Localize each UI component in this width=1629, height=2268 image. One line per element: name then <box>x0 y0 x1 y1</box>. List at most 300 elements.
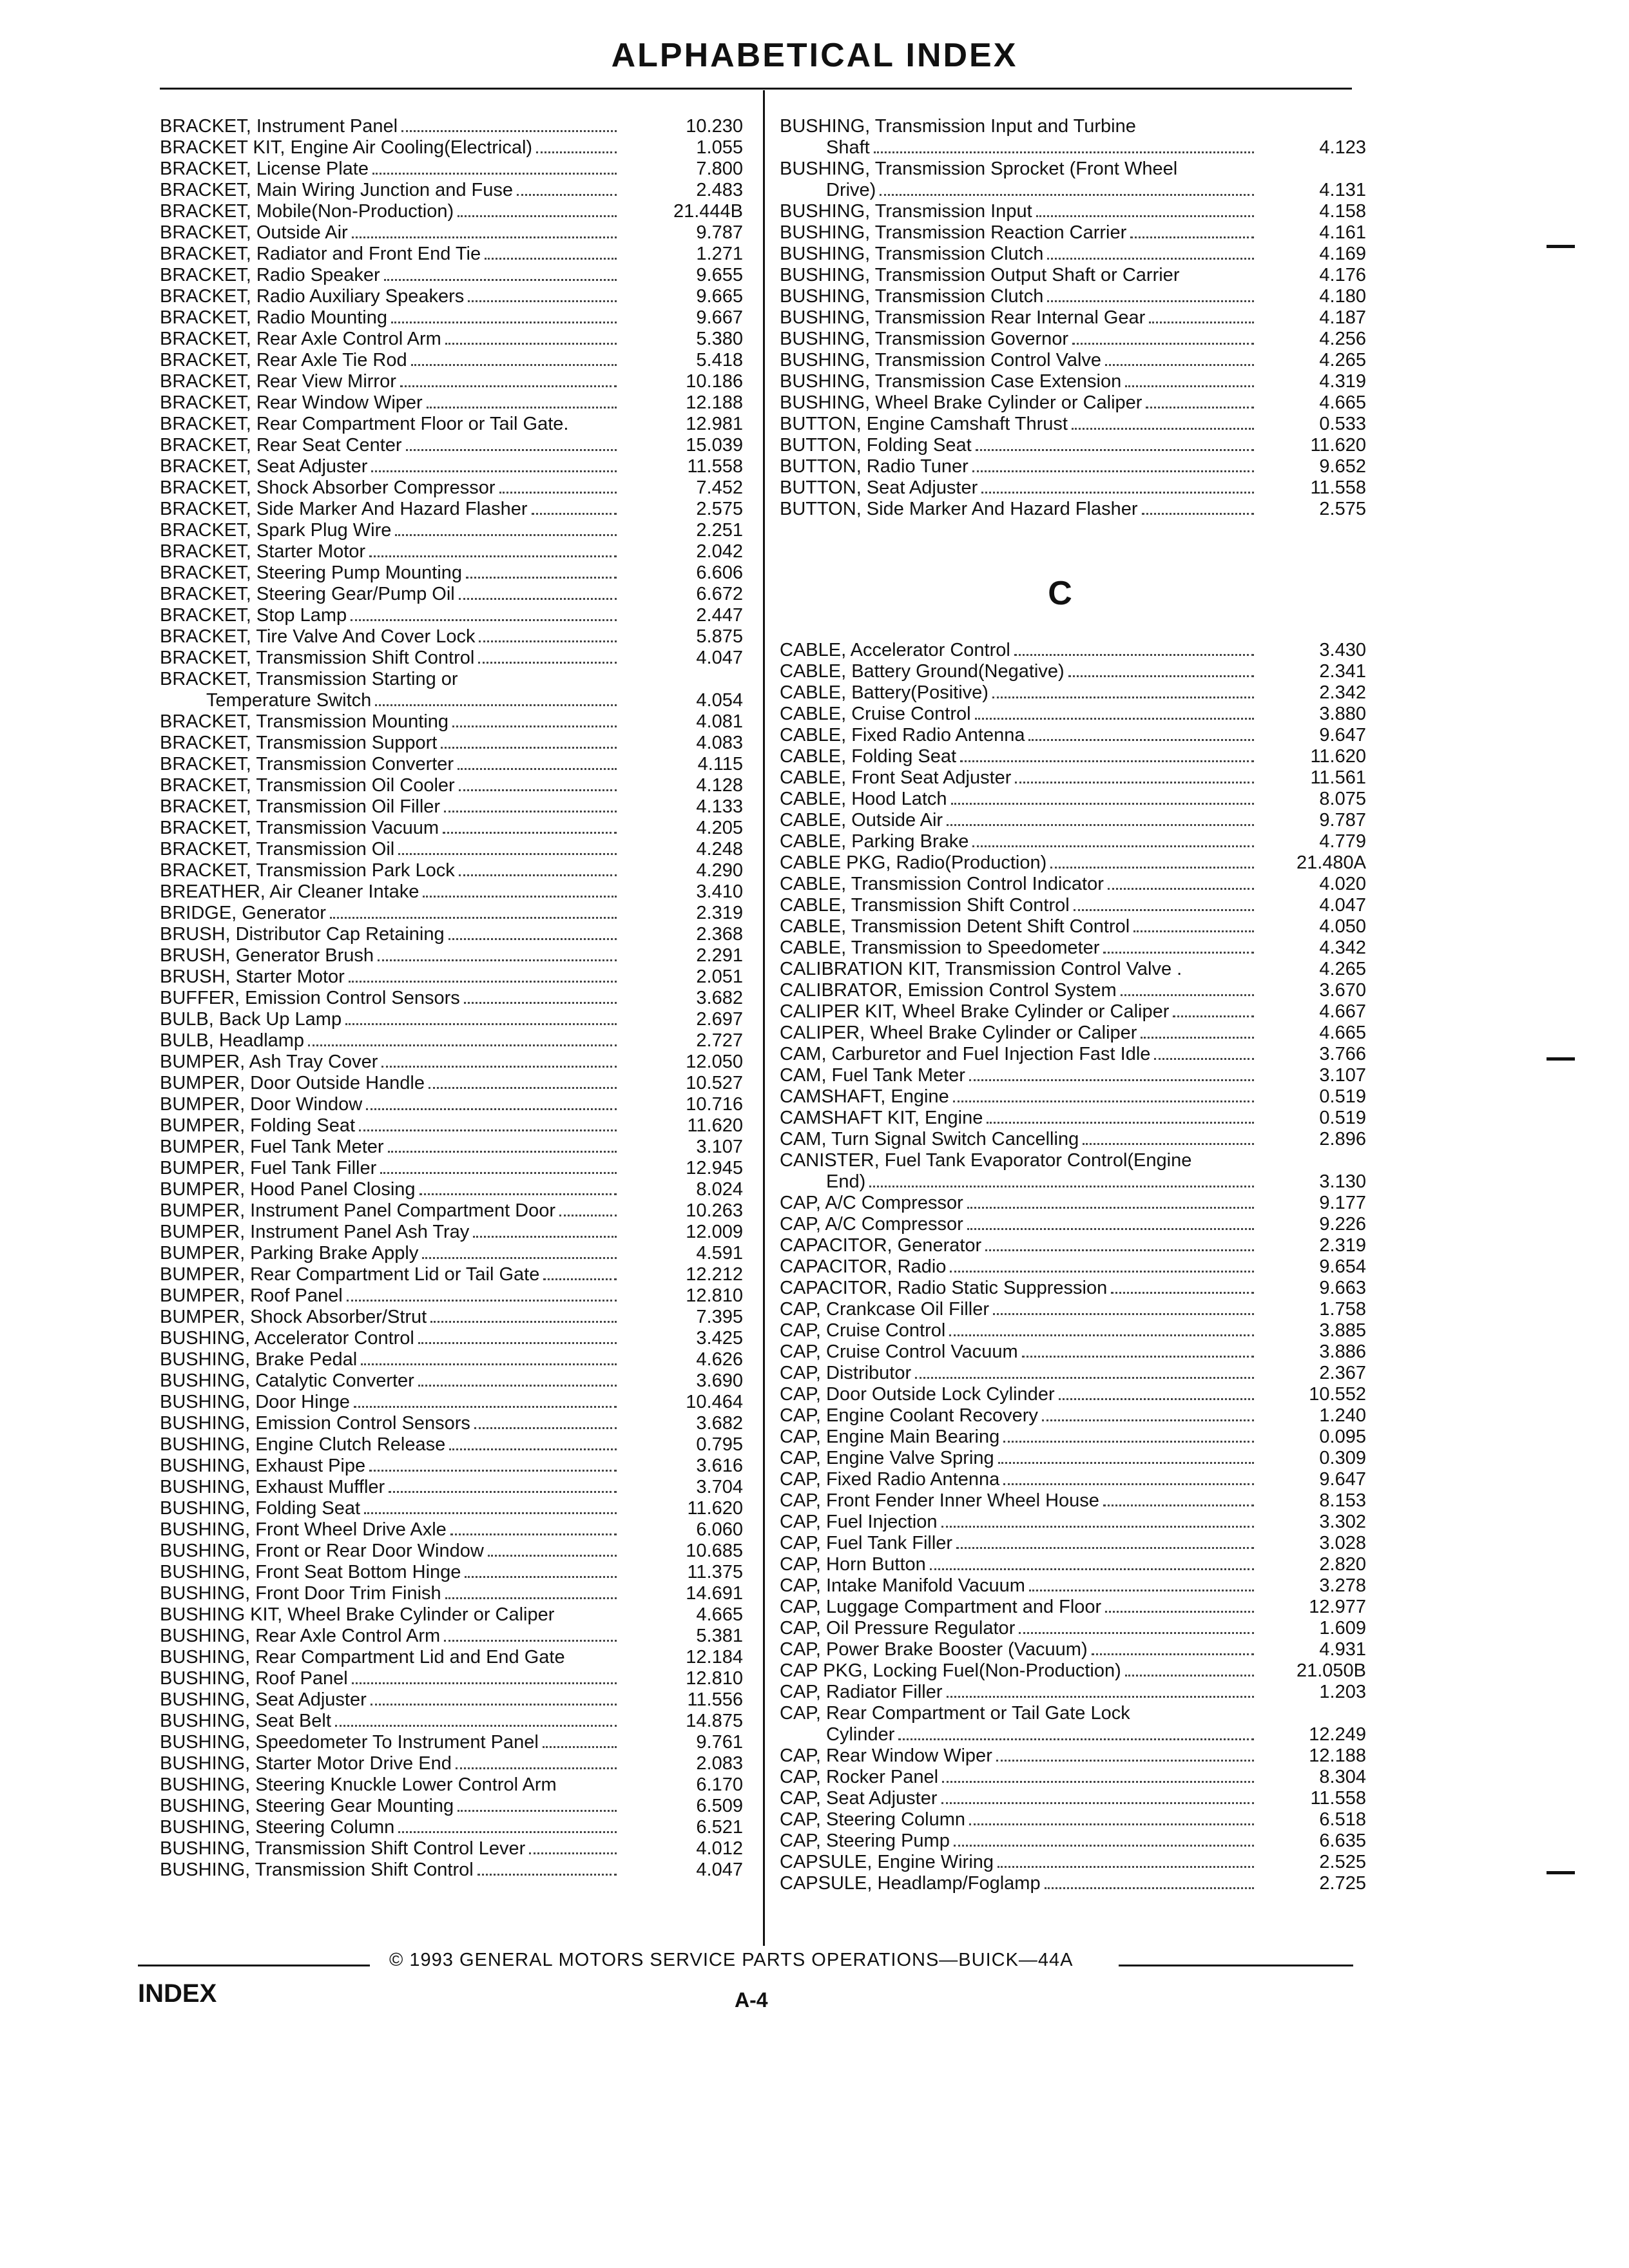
dot-leader <box>532 513 617 515</box>
entry-text: CAP, Door Outside Lock Cylinder <box>780 1384 1055 1405</box>
entry-page-number: 2.575 <box>696 499 743 519</box>
entry-page-number: 3.430 <box>1319 640 1366 660</box>
entry-page-number: 11.558 <box>1310 1788 1366 1809</box>
dot-leader <box>869 1186 1254 1187</box>
dot-leader <box>529 1852 617 1854</box>
index-entry <box>780 1405 1366 1427</box>
index-entry <box>780 1235 1366 1256</box>
index-entry <box>160 1774 743 1796</box>
index-entry <box>160 499 743 520</box>
dot-leader <box>976 449 1254 451</box>
dot-leader <box>349 981 617 983</box>
index-entry <box>160 414 743 435</box>
entry-page-number: 11.620 <box>1310 746 1366 767</box>
index-entry <box>160 1349 743 1370</box>
entry-page-number: 11.620 <box>1310 435 1366 456</box>
entry-text: BUSHING, Transmission Clutch <box>780 286 1044 307</box>
index-entry <box>160 1498 743 1519</box>
dot-leader <box>401 130 617 132</box>
index-entry <box>160 541 743 562</box>
dot-leader <box>369 555 617 557</box>
index-entry <box>780 980 1366 1001</box>
entry-page-number: 3.425 <box>696 1328 743 1349</box>
index-entry <box>780 1618 1366 1639</box>
index-entry <box>160 1179 743 1200</box>
entry-text: BRACKET, Transmission Vacuum <box>160 818 439 838</box>
entry-page-number: 8.075 <box>1319 789 1366 809</box>
entry-text: BRACKET, Transmission Oil Filler <box>160 796 441 817</box>
index-entry <box>160 966 743 988</box>
dot-leader <box>969 1079 1254 1081</box>
index-entry <box>780 1086 1366 1108</box>
entry-page-number: 3.885 <box>1319 1320 1366 1341</box>
dot-leader <box>985 1249 1254 1251</box>
dot-leader <box>1133 930 1254 932</box>
dot-leader <box>954 1845 1254 1847</box>
entry-page-number: 9.761 <box>696 1732 743 1753</box>
entry-text: CAM, Fuel Tank Meter <box>780 1065 965 1086</box>
entry-text: BRACKET, Rear Window Wiper <box>160 392 423 413</box>
index-entry <box>780 1724 1366 1745</box>
dot-leader <box>874 151 1254 153</box>
index-entry <box>160 350 743 371</box>
entry-text: CAP, Engine Coolant Recovery <box>780 1405 1038 1426</box>
entry-text: CAP, Fuel Injection <box>780 1512 938 1532</box>
dot-leader <box>969 1823 1254 1825</box>
index-entry <box>780 456 1366 477</box>
entry-text: CAP, Horn Button <box>780 1554 926 1575</box>
entry-page-number: 3.130 <box>1319 1171 1366 1192</box>
entry-page-number: 6.060 <box>696 1519 743 1540</box>
dot-leader <box>335 1725 617 1727</box>
index-entry <box>780 222 1366 244</box>
entry-text: BUSHING, Steering Column <box>160 1817 395 1838</box>
index-entry <box>160 1456 743 1477</box>
entry-text: CAPSULE, Headlamp/Foglamp <box>780 1873 1041 1894</box>
entry-page-number: 12.212 <box>686 1264 743 1285</box>
footer-rule-left <box>138 1965 370 1966</box>
dot-leader <box>422 1257 617 1259</box>
entry-page-number: 4.256 <box>1319 329 1366 349</box>
entry-text: BRACKET, Rear View Mirror <box>160 371 396 392</box>
index-list-b-continued <box>780 116 1366 520</box>
entry-text: BRACKET, Starter Motor <box>160 541 366 562</box>
entry-text: BUTTON, Side Marker And Hazard Flasher <box>780 499 1138 519</box>
entry-page-number: 2.725 <box>1319 1873 1366 1894</box>
index-entry <box>780 1788 1366 1809</box>
entry-text: BUSHING, Transmission Sprocket (Front Wheel <box>780 159 1178 179</box>
entry-text: BRACKET, Radio Auxiliary Speakers <box>160 286 465 307</box>
entry-page-number: 3.410 <box>696 881 743 902</box>
index-entry <box>160 1328 743 1349</box>
dot-leader <box>1022 1356 1254 1358</box>
dot-leader <box>388 1151 617 1153</box>
dot-leader <box>456 1767 617 1769</box>
entry-text: BUTTON, Folding Seat <box>780 435 972 456</box>
entry-text: BRACKET, Shock Absorber Compressor <box>160 477 496 498</box>
index-entry <box>160 860 743 881</box>
entry-text: CAPACITOR, Radio <box>780 1256 947 1277</box>
dot-leader <box>450 1533 617 1535</box>
entry-page-number: 2.896 <box>1319 1129 1366 1149</box>
entry-text: BRACKET, Transmission Shift Control <box>160 648 475 668</box>
entry-text: CALIPER KIT, Wheel Brake Cylinder or Caliper <box>780 1001 1170 1022</box>
index-entry <box>160 137 743 159</box>
entry-page-number: 3.107 <box>696 1137 743 1157</box>
dot-leader <box>543 1278 617 1280</box>
entry-page-number: 5.418 <box>696 350 743 370</box>
index-list-c <box>780 640 1366 1894</box>
entry-text: CABLE, Battery(Positive) <box>780 682 988 703</box>
entry-page-number: 9.647 <box>1319 1469 1366 1490</box>
index-entry <box>160 924 743 945</box>
index-entry <box>780 201 1366 222</box>
dot-leader <box>951 803 1254 805</box>
index-entry <box>160 1370 743 1392</box>
entry-text: BUTTON, Engine Camshaft Thrust <box>780 414 1068 434</box>
entry-page-number: 4.012 <box>696 1838 743 1859</box>
index-entry <box>160 903 743 924</box>
entry-page-number: 4.047 <box>1319 895 1366 916</box>
dot-leader <box>364 1512 617 1514</box>
entry-page-number: 21.480A <box>1296 852 1366 873</box>
entry-page-number: 2.251 <box>696 520 743 541</box>
entry-page-number: 12.810 <box>686 1285 743 1306</box>
entry-page-number: 11.558 <box>687 456 743 477</box>
index-entry <box>160 711 743 733</box>
entry-text: BUSHING, Exhaust Pipe <box>160 1456 366 1476</box>
dot-leader <box>998 1462 1254 1464</box>
entry-text: BRACKET, Steering Gear/Pump Oil <box>160 584 455 604</box>
index-entry <box>160 1604 743 1626</box>
entry-page-number: 3.107 <box>1319 1065 1366 1086</box>
index-entry <box>160 1094 743 1115</box>
dot-leader <box>458 1810 617 1812</box>
entry-text: BRACKET, Rear Axle Control Arm <box>160 329 441 349</box>
dot-leader <box>898 1738 1254 1740</box>
entry-page-number: 0.309 <box>1319 1448 1366 1468</box>
entry-text: CAM, Turn Signal Switch Cancelling <box>780 1129 1079 1149</box>
entry-text: CAP, A/C Compressor <box>780 1193 963 1213</box>
dot-leader <box>308 1044 617 1046</box>
index-entry <box>780 1363 1366 1384</box>
entry-text: CABLE, Battery Ground(Negative) <box>780 661 1065 682</box>
entry-page-number: 9.652 <box>1319 456 1366 477</box>
dot-leader <box>474 1427 617 1429</box>
entry-text: BRACKET, Instrument Panel <box>160 116 398 137</box>
entry-page-number: 2.291 <box>696 945 743 966</box>
index-entry <box>780 307 1366 329</box>
dot-leader <box>972 470 1254 472</box>
entry-page-number: 4.020 <box>1319 874 1366 894</box>
dot-leader <box>378 959 617 961</box>
dot-leader <box>996 1760 1254 1762</box>
entry-text: BRACKET, Main Wiring Junction and Fuse <box>160 180 513 200</box>
entry-text: BUSHING, Front Door Trim Finish <box>160 1583 441 1604</box>
entry-page-number: 4.665 <box>696 1604 743 1625</box>
index-entry <box>160 520 743 541</box>
dot-leader <box>517 194 617 196</box>
index-entry <box>160 1264 743 1285</box>
entry-page-number: 6.521 <box>696 1817 743 1838</box>
footer-rule-right <box>1119 1965 1353 1966</box>
entry-text: CABLE, Transmission to Speedometer <box>780 937 1100 958</box>
dot-leader <box>423 896 617 898</box>
dot-leader <box>459 598 617 600</box>
entry-page-number: 9.226 <box>1319 1214 1366 1235</box>
entry-page-number: 3.886 <box>1319 1341 1366 1362</box>
entry-text: BUSHING, Transmission Governor <box>780 329 1069 349</box>
index-entry <box>780 725 1366 746</box>
index-entry <box>780 116 1366 137</box>
entry-page-number: 4.626 <box>696 1349 743 1370</box>
entry-text: BUSHING, Transmission Reaction Carrier <box>780 222 1127 243</box>
entry-text: CAPACITOR, Generator <box>780 1235 982 1256</box>
entry-text: BUSHING, Seat Adjuster <box>160 1689 367 1710</box>
entry-page-number: 0.519 <box>1319 1086 1366 1107</box>
dot-leader <box>1149 322 1254 323</box>
entry-page-number: 9.655 <box>696 265 743 285</box>
entry-text: CAP, Radiator Filler <box>780 1682 943 1702</box>
dot-leader <box>1141 1037 1254 1039</box>
entry-text: CALIBRATOR, Emission Control System <box>780 980 1117 1001</box>
header-rule <box>160 88 1352 90</box>
index-entry <box>160 392 743 414</box>
index-entry <box>160 945 743 966</box>
dot-leader <box>366 1108 617 1110</box>
dot-leader <box>449 1448 617 1450</box>
index-entry <box>780 244 1366 265</box>
entry-page-number: 0.795 <box>696 1434 743 1455</box>
entry-text: CAP PKG, Locking Fuel(Non-Production) <box>780 1660 1121 1681</box>
entry-page-number: 11.558 <box>1310 477 1366 498</box>
entry-page-number: 3.616 <box>696 1456 743 1476</box>
dot-leader <box>559 1215 617 1216</box>
dot-leader <box>992 697 1254 698</box>
index-entry <box>160 775 743 796</box>
entry-text: BUSHING, Transmission Case Extension <box>780 371 1122 392</box>
entry-page-number: 10.527 <box>686 1073 743 1093</box>
entry-page-number: 7.395 <box>696 1307 743 1327</box>
entry-page-number: 4.169 <box>1319 244 1366 264</box>
entry-page-number: 4.665 <box>1319 392 1366 413</box>
dot-leader <box>372 173 617 175</box>
dot-leader <box>949 1334 1254 1336</box>
entry-page-number: 12.188 <box>686 392 743 413</box>
index-entry <box>780 874 1366 895</box>
entry-text: BUSHING, Roof Panel <box>160 1668 348 1689</box>
entry-page-number: 3.302 <box>1319 1512 1366 1532</box>
index-entry <box>780 1554 1366 1575</box>
dot-leader <box>1068 675 1254 677</box>
entry-text: BRACKET, Rear Compartment Floor or Tail Gate. <box>160 414 569 434</box>
dot-leader <box>466 577 617 579</box>
dot-leader <box>479 640 617 642</box>
index-entry <box>160 988 743 1009</box>
entry-text: CABLE, Hood Latch <box>780 789 947 809</box>
index-entry <box>780 1023 1366 1044</box>
entry-text: BRACKET, Side Marker And Hazard Flasher <box>160 499 528 519</box>
entry-page-number: 5.380 <box>696 329 743 349</box>
entry-text: BUMPER, Fuel Tank Filler <box>160 1158 377 1178</box>
index-entry <box>780 1044 1366 1065</box>
entry-page-number: 12.050 <box>686 1052 743 1072</box>
index-entry <box>160 839 743 860</box>
entry-page-number: 2.319 <box>696 903 743 923</box>
entry-page-number: 4.047 <box>696 1860 743 1880</box>
index-entry <box>160 1009 743 1030</box>
dot-leader <box>1154 1058 1254 1060</box>
index-entry <box>160 371 743 392</box>
entry-page-number: 6.606 <box>696 562 743 583</box>
entry-text: BUSHING, Speedometer To Instrument Panel <box>160 1732 539 1753</box>
entry-text: CABLE, Accelerator Control <box>780 640 1010 660</box>
dot-leader <box>1125 385 1254 387</box>
entry-text: BRACKET KIT, Engine Air Cooling(Electrical) <box>160 137 533 158</box>
dot-leader <box>359 1129 617 1131</box>
dot-leader <box>445 343 617 345</box>
index-entry <box>780 435 1366 456</box>
dot-leader <box>330 917 617 919</box>
entry-text: BUSHING, Wheel Brake Cylinder or Caliper <box>780 392 1142 413</box>
dot-leader <box>1029 1590 1254 1591</box>
dot-leader <box>478 662 617 664</box>
entry-page-number: 1.203 <box>1319 1682 1366 1702</box>
entry-page-number: 12.945 <box>686 1158 743 1178</box>
index-entry <box>780 371 1366 392</box>
index-entry <box>780 1512 1366 1533</box>
index-entry <box>160 1796 743 1817</box>
dot-leader <box>536 151 617 153</box>
index-entry <box>780 640 1366 661</box>
dot-leader <box>930 1568 1254 1570</box>
entry-text: CABLE, Folding Seat <box>780 746 957 767</box>
index-entry <box>780 329 1366 350</box>
entry-page-number: 6.635 <box>1319 1831 1366 1851</box>
entry-page-number: 5.875 <box>696 626 743 647</box>
entry-text: BRACKET, License Plate <box>160 159 369 179</box>
entry-text: CAP, Fuel Tank Filler <box>780 1533 953 1553</box>
index-entry <box>160 733 743 754</box>
entry-text: BUSHING KIT, Wheel Brake Cylinder or Caliper <box>160 1604 555 1625</box>
entry-text: BREATHER, Air Cleaner Intake <box>160 881 419 902</box>
index-entry <box>160 690 743 711</box>
dot-leader <box>380 1172 617 1174</box>
dot-leader <box>967 1207 1254 1209</box>
entry-page-number: 7.800 <box>696 159 743 179</box>
index-entry <box>160 180 743 201</box>
dot-leader <box>499 492 617 494</box>
entry-text: BRACKET, Transmission Oil Cooler <box>160 775 455 796</box>
section-label: INDEX <box>138 1979 217 2008</box>
dot-leader <box>445 1597 617 1599</box>
entry-text: CABLE, Transmission Detent Shift Control <box>780 916 1130 937</box>
entry-page-number: 6.672 <box>696 584 743 604</box>
index-entry <box>160 201 743 222</box>
dot-leader <box>941 1802 1254 1804</box>
dot-leader <box>953 1100 1254 1102</box>
entry-text: CABLE, Front Seat Adjuster <box>780 767 1012 788</box>
index-entry <box>780 937 1366 959</box>
entry-page-number: 12.977 <box>1309 1597 1366 1617</box>
index-entry <box>780 1384 1366 1405</box>
entry-text: BUMPER, Hood Panel Closing <box>160 1179 416 1200</box>
entry-text: CABLE, Outside Air <box>780 810 943 831</box>
entry-page-number: 6.509 <box>696 1796 743 1816</box>
dot-leader <box>468 300 617 302</box>
dot-leader <box>389 1491 617 1493</box>
entry-text: BRUSH, Generator Brush <box>160 945 374 966</box>
entry-text: BUSHING, Transmission Shift Control Lever <box>160 1838 526 1859</box>
index-entry <box>160 329 743 350</box>
index-entry <box>160 435 743 456</box>
index-entry <box>780 1150 1366 1171</box>
entry-page-number: 11.375 <box>687 1562 743 1582</box>
dot-leader <box>406 449 617 451</box>
entry-text: BUSHING, Door Hinge <box>160 1392 350 1412</box>
entry-page-number: 4.158 <box>1319 201 1366 222</box>
entry-page-number: 4.205 <box>696 818 743 838</box>
entry-page-number: 2.483 <box>696 180 743 200</box>
entry-text: BRACKET, Seat Adjuster <box>160 456 368 477</box>
dot-leader <box>1092 1653 1254 1655</box>
entry-page-number: 3.704 <box>696 1477 743 1497</box>
entry-text: BUMPER, Ash Tray Cover <box>160 1052 378 1072</box>
entry-page-number: 2.042 <box>696 541 743 562</box>
entry-text: BULB, Headlamp <box>160 1030 305 1051</box>
dot-leader <box>444 811 617 812</box>
entry-text: BRACKET, Radio Speaker <box>160 265 380 285</box>
entry-text: BRUSH, Distributor Cap Retaining <box>160 924 445 945</box>
index-entry <box>780 1639 1366 1660</box>
dot-leader <box>400 385 617 387</box>
entry-text: BUSHING, Front or Rear Door Window <box>160 1541 484 1561</box>
entry-page-number: 4.176 <box>1319 265 1366 285</box>
entry-text: BUSHING, Rear Axle Control Arm <box>160 1626 441 1646</box>
entry-text: BUMPER, Roof Panel <box>160 1285 343 1306</box>
entry-page-number: 4.131 <box>1319 180 1366 200</box>
index-entry <box>160 1860 743 1881</box>
dot-leader <box>395 534 617 536</box>
entry-page-number: 4.081 <box>696 711 743 732</box>
entry-text: BUMPER, Door Window <box>160 1094 363 1115</box>
index-entry <box>780 1809 1366 1831</box>
dot-leader <box>1108 888 1254 890</box>
dot-leader <box>418 1342 617 1344</box>
index-entry <box>160 1030 743 1052</box>
copyright-notice: © 1993 GENERAL MOTORS SERVICE PARTS OPERATIONS—BUICK—44A <box>389 1950 1074 1970</box>
entry-page-number: 4.123 <box>1319 137 1366 158</box>
entry-page-number: 6.170 <box>696 1774 743 1795</box>
index-entry <box>780 789 1366 810</box>
index-entry <box>780 1171 1366 1193</box>
dot-leader <box>960 760 1254 762</box>
entry-page-number: 2.083 <box>696 1753 743 1774</box>
dot-leader <box>465 1576 617 1578</box>
index-entry <box>780 1831 1366 1852</box>
dot-leader <box>441 747 617 749</box>
index-entry <box>780 1001 1366 1023</box>
index-entry <box>780 1873 1366 1894</box>
index-entry <box>780 959 1366 980</box>
entry-page-number: 2.051 <box>696 966 743 987</box>
index-entry <box>160 1158 743 1179</box>
margin-tick-mark <box>1547 1871 1575 1874</box>
dot-leader <box>967 1228 1254 1230</box>
dot-leader <box>444 1640 617 1642</box>
index-entry <box>780 682 1366 704</box>
dot-leader <box>411 364 617 366</box>
